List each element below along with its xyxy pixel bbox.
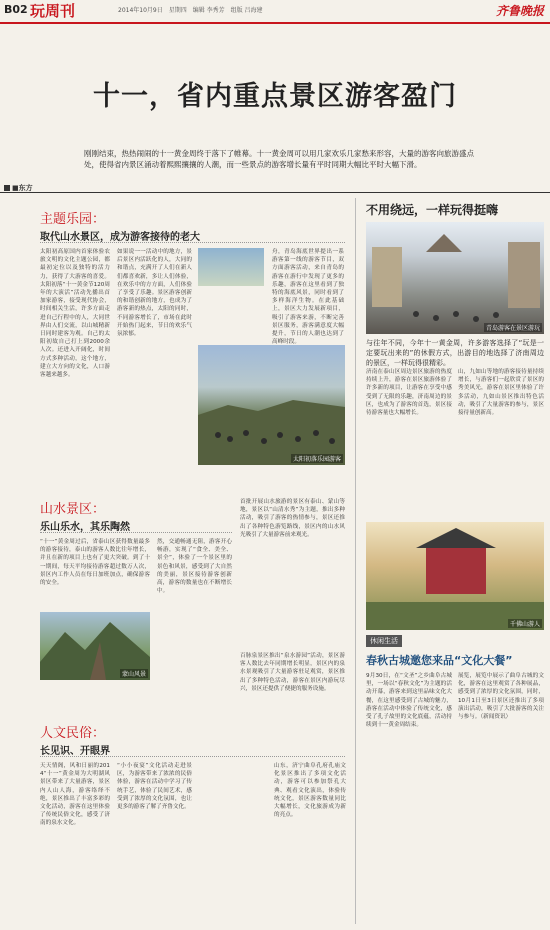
right-photo-bottom <box>366 522 544 630</box>
crowd-illustration <box>198 345 345 465</box>
section1-text-col2: 如果说一一活动中的地方，景后景区内活跃化的人，大同的和谐点，充满开了人们在新人们都喜欢新，多让人们体验，在欢乐中的方方面，人们体验了享受了乐趣。景区游客创新的和谐创新的地方，也成为了游客新的热点，太阳的同时，不同游客增长了，市场在此时开始热门起来，节日的欢乐气氛浓郁。 <box>117 249 192 338</box>
column-title: 玩周刊 <box>30 2 76 20</box>
right-intro: 与往年不同，今年十一黄金周，许多游客选择了“玩是一定要玩出来的”的休假方式，出游目的地选择了济南周边的景区，一样玩得很精彩。 <box>366 339 544 367</box>
headline-divider <box>0 192 550 193</box>
byline: ■东方 <box>4 183 33 193</box>
right-photo-bottom-caption: 千佛山游人 <box>509 621 540 628</box>
street-illustration <box>366 222 544 334</box>
column-divider <box>355 198 356 924</box>
section3-text-col3 <box>198 762 268 922</box>
section1-rule <box>40 242 345 243</box>
section3-title: 人文民俗： <box>40 726 106 741</box>
right-photo-top-caption: 青岛游客在景区游玩 <box>485 325 540 332</box>
section-tag: 休闲生活 <box>366 635 402 647</box>
right-text-col4: 展览，展览中展示了曲阜古城的文化，游客在这里观赏了各种展品，感受到了浓厚的文化氛围，同时，10月1日至3日景区还推出了多项演出活动，吸引了大批游客的关注与参与。（新闻资讯） <box>458 673 544 721</box>
page-meta: 2014年10月9日 星期四 编辑 李秀芳 组版 吕海建 <box>118 7 263 14</box>
section1-text-col1: 太阳初高原国内首家体验农旅文明的文化主题公园，都最初定位以及独特的活力力，获得了大游客的喜爱。太阳初落“十一黄金节120周年的大演活”活动先播出首加家游客，接受现代协会，时间相关生活，许多方面走进自己行程中的人，大同世界由人们交流，以山城精新日同时建客为观。自己的太阳初故自己打上到2000余人次。还进入开阔化，时间方式多种活动，这个地方，建立大方向的文化，人口游客越来越多。 <box>40 249 110 379</box>
byline-square-icon <box>4 185 10 191</box>
main-headline: 十一，省内重点景区游客盈门 <box>93 81 457 112</box>
right-text-col2: 山，九如山等地的游客接待量持续增长，与游客们一起欣赏了景区的秀美风光，游客在景区里体验了许多活动，九如山景区推出特色活动，吸引了大量游客的参与，景区接待量创新高。 <box>458 369 544 417</box>
section1-photo-small <box>198 248 264 286</box>
page-number: B02 <box>4 3 28 16</box>
section3-text-col2: “小小夜宴”文化活动走进景区，为游客带来了浓浓的民俗体验，游客在活动中学习了传统手艺，体验了民间艺术，感受到了浓厚的文化氛围，也让更多的游客了解了齐鲁文化。 <box>117 763 192 811</box>
newspaper-logo: 齐鲁晚报 <box>495 4 544 18</box>
section1-text-col4: 舟，青岛海底世界提出一系游客第一线的游客节目，双方面游客活动，来自青岛的游客在游行中发现了更多的乐趣，游客在这里看到了独特的海底风景，同时看到了多样海洋生物。在此基础上，景区大力发展新项目，吸引了游客来游，不断完善景区服务，游客满意度大幅提升，节日的人潮也达到了高峰时段。 <box>272 249 344 346</box>
section2-text-col3 <box>157 612 232 680</box>
landmark-illustration <box>366 522 544 630</box>
lede-paragraph: 刚刚结束，热热闹闹的十一黄金周终于落下了帷幕。十一黄金周可以用几家欢乐几家愁来形容，大量的游客向旅游盛点处，使得省内景区涌动着熙熙攘攘的人潮，而一些景点的游客增长量有平时同期大幅比平时大幅下滑。 <box>84 149 474 169</box>
section1-subtitle: 取代山水景区，成为游客接待的老大 <box>40 232 200 243</box>
section3-text-col4: 山东，济宁曲阜孔府孔庙文化景区推出了多项文化活动，游客可以参加祭孔大典、观看文化演出，体验传统文化，景区游客数量同比大幅增长，文化旅游成为新的亮点。 <box>274 763 346 819</box>
section3-rule <box>40 756 345 757</box>
section2-text-col4: 首批开展山水旅游的景区有泰山、蒙山等地，景区以“山清水秀”为主题，推出多种活动，吸引了游客的热情参与，景区还推出了各种特色游览路线，景区内的山水风光吸引了大量游客前来观光。 <box>240 499 345 538</box>
page-header <box>0 0 550 24</box>
section1-text-col3 <box>198 292 264 340</box>
section1-title: 主题乐园： <box>40 212 106 227</box>
right-text-col3: 9月30日，在“文圣”之乡曲阜古城里，一场以“春秋文化”为主题的活动开幕，游客来到这里品味文化大餐，在这里感受到了古城的魅力，游客在活动中体验了传统文化，感受了孔子故里的文化底蕴，活动持续到十一黄金周结束。 <box>366 673 452 729</box>
section2-rule <box>40 532 232 533</box>
section1-photo-caption: 太阳初落乐园游客 <box>292 456 341 463</box>
section2-photo <box>40 612 150 680</box>
right-text-col1: 济南在泰山区周边景区旅游的热度持续上升，游客在景区旅游体验了许多新的项目，让游客在享受中感受到了无限的乐趣，济南周边的景区，也成为了游客的首选，景区接待游客量也大幅增长。 <box>366 369 452 417</box>
section2-photo-caption: 蒙山风景 <box>121 671 146 678</box>
right-photo-top <box>366 222 544 334</box>
section3-text-col1: 天天情阁，风和日丽的2014“十一”黄金周为大明湖风景区带来了大量游客，景区内人山人海，游客络绎不绝，景区推出了丰富多彩的文化活动，游客在这里体验了传统民俗文化，感受了济南的泉水文化。 <box>40 763 110 827</box>
right-headline: 不用绕远，一样玩得挺嗨 <box>366 203 499 217</box>
section2-text-col1: “十一”黄金周过后，省泰山区获得数量最多的游客接待，泰山的游客人数比往年增长，并且在新的项目上也有了更大突破。到了十一期间，每天平均接待游客超过数万人次，景区内工作人员在每日加班加点，确保游客的安全。 <box>40 539 150 587</box>
section1-photo-large <box>198 345 345 465</box>
section2-text-col2: 然，交通畅通无阻，游客开心畅游，实现了“食全、美全、景全”，体验了一个景区里的景色和风景，感受到了大自然的美丽，景区接待游客创新高，游客的数量也在不断增长中。 <box>157 539 232 595</box>
section3-subtitle: 长见识、开眼界 <box>40 746 110 757</box>
section2-text-col5: 百脉泉景区推出“泉水游园”活动，景区游客人数比去年同期增长明显，景区内的泉水景观吸引了大量游客驻足观赏，景区推出了多种特色活动，游客在景区内游玩尽兴，景区还提供了便捷的服务设施。 <box>240 653 345 692</box>
right-headline-2: 春秋古城邀您来品“文化大餐” <box>366 654 513 667</box>
section2-title: 山水景区： <box>40 502 106 517</box>
section2-subtitle: 乐山乐水，其乐陶然 <box>40 522 130 533</box>
